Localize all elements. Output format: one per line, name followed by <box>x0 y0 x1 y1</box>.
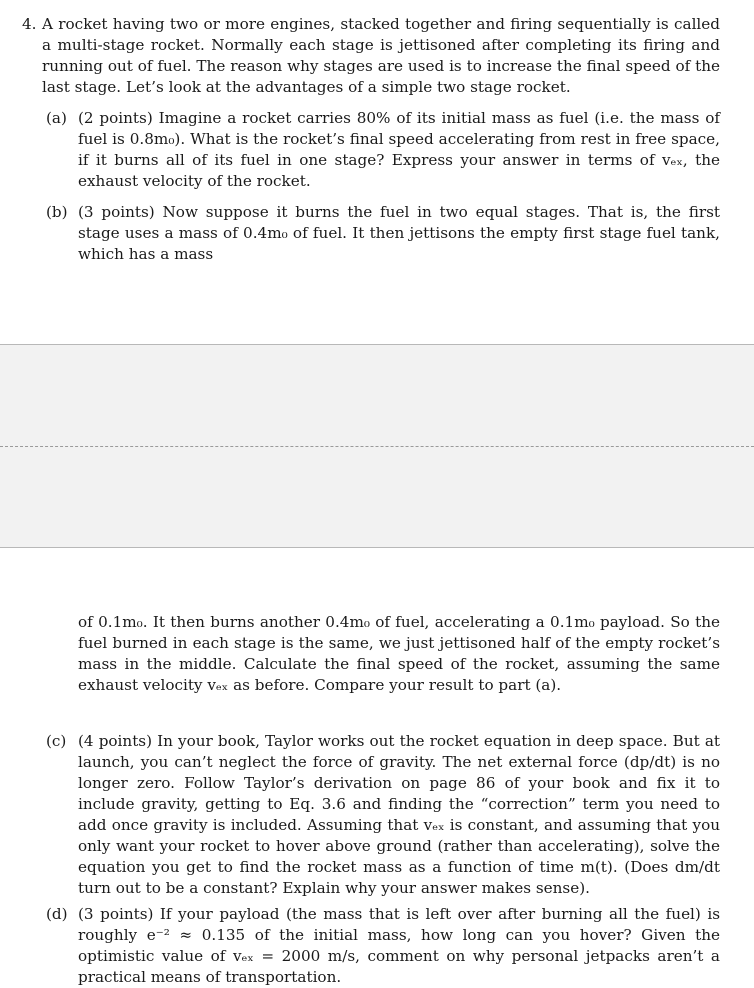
part-a <box>46 108 720 192</box>
problem-intro: A rocket having two or more engines, stacked together and firing sequentially is called a multi-stage rocket. Normally each stage is jettisoned after completing its firing and running out of fuel. The reason why stages are used is to increase the final speed of the last stage. Let’s look at the advantages of a simple two stage rocket. <box>42 15 720 96</box>
part-a-text: (2 points) Imagine a rocket carries 80% of its initial mass as fuel (i.e. the mass of fuel is 0.8m₀). What is the rocket’s final speed accelerating from rest in free space, if it burns all of its fuel in one stage? Express your answer in terms of vₑₓ, the exhaust velocity of the rocket. <box>78 109 720 190</box>
part-d-label: (d) <box>46 905 68 923</box>
part-c-text: (4 points) In your book, Taylor works out the rocket equation in deep space. But at launch, you can’t neglect the force of gravity. The net external force (dp/dt) is no longer zero. Follow Taylor’s derivation on page 86 of your book and fix it to include gravity, getting to Eq. 3.6 and finding the “correction” term you need to add once gravity is included. Assuming that vₑₓ is constant, and assuming that you only want your rocket to hover above ground (rather than accelerating), solve the equation you get to find the rocket mass as a function of time m(t). (Does dm/dt turn out to be a constant? Explain why your answer makes sense). <box>78 732 720 897</box>
page-bottom-section <box>0 548 754 986</box>
part-d <box>46 904 720 988</box>
part-d-text: (3 points) If your payload (the mass that is left over after burning all the fuel) is roughly e⁻² ≈ 0.135 of the initial mass, how long can you hover? Given the optimistic value of vₑₓ = 2000 m/s, comment on why personal jetpacks aren’t a practical means of transportation. <box>78 905 720 986</box>
page-break-dashed-line <box>0 446 754 447</box>
page-break-gap <box>0 344 754 548</box>
part-b-continued: of 0.1m₀. It then burns another 0.4m₀ of fuel, accelerating a 0.1m₀ payload. So the fuel burned in each stage is the same, we just jettisoned half of the empty rocket’s mass in the middle. Calculate the final speed of the rocket, assuming the same exhaust velocity vₑₓ as before. Compare your result to part (a). <box>78 613 720 694</box>
problem-number: 4. <box>22 15 37 33</box>
part-b-text-top: (3 points) Now suppose it burns the fuel in two equal stages. That is, the first stage uses a mass of 0.4m₀ of fuel. It then jettisons the empty first stage fuel tank, which has a mass <box>78 203 720 263</box>
part-b-top <box>46 202 720 265</box>
part-c-label: (c) <box>46 732 67 750</box>
problem-4 <box>22 14 720 265</box>
part-a-label: (a) <box>46 109 67 127</box>
page-top-section <box>0 0 754 344</box>
part-c <box>46 731 720 899</box>
part-b-label: (b) <box>46 203 68 221</box>
